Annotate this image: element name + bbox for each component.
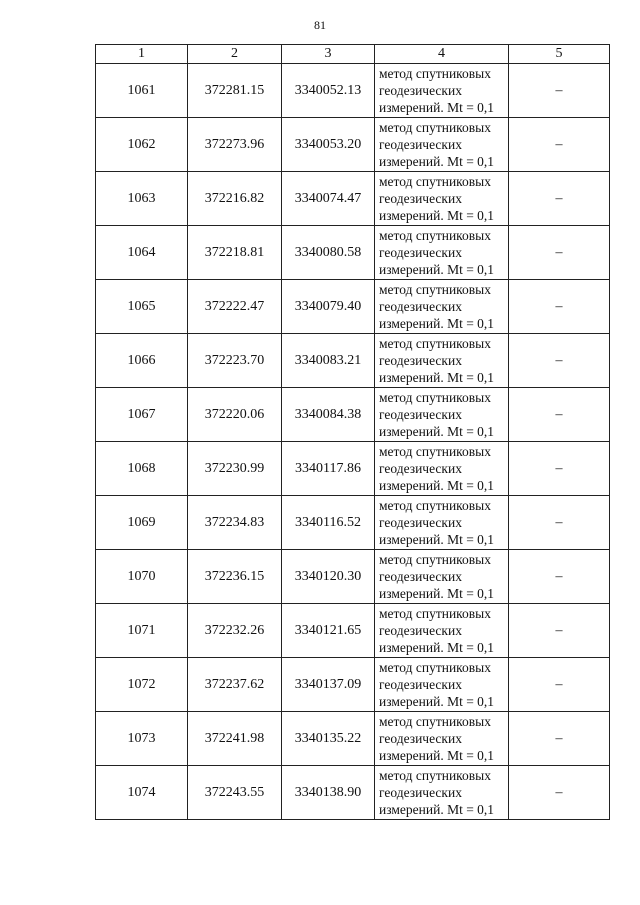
- table-header: [96, 45, 610, 64]
- column-header-1: 1: [96, 45, 188, 64]
- table-row: [96, 226, 610, 280]
- table-row: [96, 388, 610, 442]
- y-coordinate-cell: 3340117.86: [282, 442, 375, 496]
- table-row: [96, 334, 610, 388]
- column-header-5: 5: [509, 45, 610, 64]
- table-row: [96, 172, 610, 226]
- note-cell: –: [509, 658, 610, 712]
- table-row: [96, 550, 610, 604]
- y-coordinate-cell: 3340074.47: [282, 172, 375, 226]
- x-coordinate-cell: 372273.96: [188, 118, 282, 172]
- table-row: [96, 712, 610, 766]
- point-number-cell: 1063: [96, 172, 188, 226]
- x-coordinate-cell: 372222.47: [188, 280, 282, 334]
- method-cell: метод спутниковых геодезических измерений. Mt = 0,1: [375, 496, 509, 550]
- x-coordinate-cell: 372216.82: [188, 172, 282, 226]
- point-number-cell: 1061: [96, 64, 188, 118]
- table-row: [96, 280, 610, 334]
- x-coordinate-cell: 372232.26: [188, 604, 282, 658]
- method-cell: метод спутниковых геодезических измерений. Mt = 0,1: [375, 766, 509, 820]
- x-coordinate-cell: 372243.55: [188, 766, 282, 820]
- y-coordinate-cell: 3340053.20: [282, 118, 375, 172]
- note-cell: –: [509, 118, 610, 172]
- x-coordinate-cell: 372237.62: [188, 658, 282, 712]
- method-cell: метод спутниковых геодезических измерений. Mt = 0,1: [375, 226, 509, 280]
- y-coordinate-cell: 3340135.22: [282, 712, 375, 766]
- method-cell: метод спутниковых геодезических измерений. Mt = 0,1: [375, 118, 509, 172]
- note-cell: –: [509, 766, 610, 820]
- method-cell: метод спутниковых геодезических измерений. Mt = 0,1: [375, 712, 509, 766]
- y-coordinate-cell: 3340116.52: [282, 496, 375, 550]
- point-number-cell: 1073: [96, 712, 188, 766]
- point-number-cell: 1068: [96, 442, 188, 496]
- header-row: [96, 45, 610, 64]
- x-coordinate-cell: 372234.83: [188, 496, 282, 550]
- note-cell: –: [509, 64, 610, 118]
- note-cell: –: [509, 442, 610, 496]
- method-cell: метод спутниковых геодезических измерений. Mt = 0,1: [375, 172, 509, 226]
- y-coordinate-cell: 3340121.65: [282, 604, 375, 658]
- x-coordinate-cell: 372223.70: [188, 334, 282, 388]
- note-cell: –: [509, 604, 610, 658]
- point-number-cell: 1067: [96, 388, 188, 442]
- point-number-cell: 1071: [96, 604, 188, 658]
- x-coordinate-cell: 372218.81: [188, 226, 282, 280]
- y-coordinate-cell: 3340120.30: [282, 550, 375, 604]
- y-coordinate-cell: 3340083.21: [282, 334, 375, 388]
- note-cell: –: [509, 226, 610, 280]
- method-cell: метод спутниковых геодезических измерений. Mt = 0,1: [375, 604, 509, 658]
- y-coordinate-cell: 3340052.13: [282, 64, 375, 118]
- method-cell: метод спутниковых геодезических измерений. Mt = 0,1: [375, 64, 509, 118]
- table-row: [96, 442, 610, 496]
- point-number-cell: 1069: [96, 496, 188, 550]
- table-row: [96, 658, 610, 712]
- note-cell: –: [509, 550, 610, 604]
- note-cell: –: [509, 496, 610, 550]
- y-coordinate-cell: 3340084.38: [282, 388, 375, 442]
- table-row: [96, 64, 610, 118]
- x-coordinate-cell: 372230.99: [188, 442, 282, 496]
- note-cell: –: [509, 280, 610, 334]
- y-coordinate-cell: 3340137.09: [282, 658, 375, 712]
- method-cell: метод спутниковых геодезических измерений. Mt = 0,1: [375, 388, 509, 442]
- method-cell: метод спутниковых геодезических измерений. Mt = 0,1: [375, 334, 509, 388]
- point-number-cell: 1065: [96, 280, 188, 334]
- point-number-cell: 1074: [96, 766, 188, 820]
- note-cell: –: [509, 712, 610, 766]
- page-number: 81: [314, 18, 326, 32]
- point-number-cell: 1066: [96, 334, 188, 388]
- note-cell: –: [509, 388, 610, 442]
- point-number-cell: 1072: [96, 658, 188, 712]
- table-row: [96, 496, 610, 550]
- method-cell: метод спутниковых геодезических измерений. Mt = 0,1: [375, 658, 509, 712]
- x-coordinate-cell: 372281.15: [188, 64, 282, 118]
- column-header-2: 2: [188, 45, 282, 64]
- x-coordinate-cell: 372220.06: [188, 388, 282, 442]
- note-cell: –: [509, 172, 610, 226]
- table-row: [96, 118, 610, 172]
- point-number-cell: 1070: [96, 550, 188, 604]
- x-coordinate-cell: 372241.98: [188, 712, 282, 766]
- coordinates-table: [95, 44, 610, 820]
- method-cell: метод спутниковых геодезических измерений. Mt = 0,1: [375, 442, 509, 496]
- point-number-cell: 1062: [96, 118, 188, 172]
- x-coordinate-cell: 372236.15: [188, 550, 282, 604]
- table-row: [96, 766, 610, 820]
- y-coordinate-cell: 3340079.40: [282, 280, 375, 334]
- note-cell: –: [509, 334, 610, 388]
- method-cell: метод спутниковых геодезических измерений. Mt = 0,1: [375, 280, 509, 334]
- column-header-4: 4: [375, 45, 509, 64]
- point-number-cell: 1064: [96, 226, 188, 280]
- y-coordinate-cell: 3340080.58: [282, 226, 375, 280]
- y-coordinate-cell: 3340138.90: [282, 766, 375, 820]
- table-body: [96, 64, 610, 820]
- column-header-3: 3: [282, 45, 375, 64]
- table-row: [96, 604, 610, 658]
- method-cell: метод спутниковых геодезических измерений. Mt = 0,1: [375, 550, 509, 604]
